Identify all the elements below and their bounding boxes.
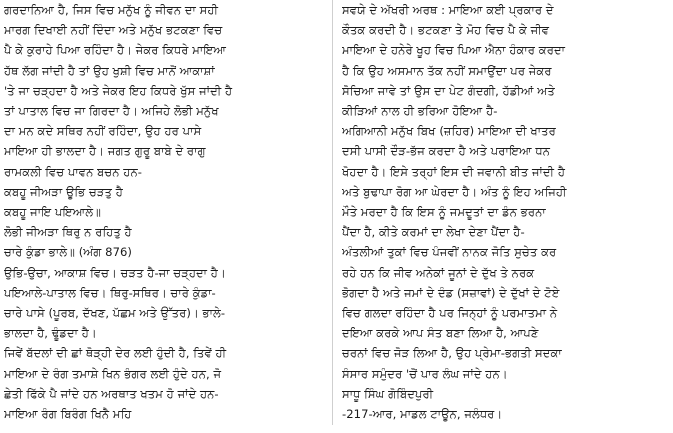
left-column-line: ਮਾਇਆ ਰੰਗ ਬਿਰੰਗ ਖਿਨੈ ਮਹਿ (4, 407, 132, 422)
left-column-line: ਕਬਹੂ ਜੀਅੜਾ ਊਭਿ ਚੜਤੁ ਹੈ (4, 184, 123, 199)
left-column-line: ਉਭਿ-ਉਚਾ, ਆਕਾਸ਼ ਵਿਚ। ਚੜਤ ਹੈ-ਜਾ ਚੜ੍ਹਦਾ ਹੈ। (4, 265, 226, 280)
left-column-line: ਕਬਹੂ ਜਾਇ ਪਇਆਲੇ॥ (4, 205, 102, 220)
right-column-line: ਅੰਤਲੀਆਂ ਤੁਕਾਂ ਵਿਚ ਪੰਜਵੀਂ ਨਾਨਕ ਜੋਤਿ ਸੁਚੇਤ ਕਰ (342, 245, 557, 260)
left-column-line: ਗਰਦਾਨਿਆ ਹੈ, ਜਿਸ ਵਿਚ ਮਨੁੱਖ ਨੂੰ ਜੀਵਨ ਦਾ ਸਹੀ (4, 3, 219, 17)
left-column-line: ਛੇਤੀ ਫਿੱਕੇ ਪੈ ਜਾਂਦੇ ਹਨ ਅਰਥਾਤ ਖਤਮ ਹੋ ਜਾਂਦੇ ਹਨ- (4, 386, 219, 401)
right-column-line: ਦਸੀ ਪਾਸੀ ਦੌੜ-ਭੱਜ ਕਰਦਾ ਹੈ ਅਤੇ ਪਰਾਇਆ ਧਨ (342, 144, 551, 159)
left-column-line: ਰਾਮਕਲੀ ਵਿਚ ਪਾਵਨ ਬਚਨ ਹਨ- (4, 164, 143, 179)
right-column-line: ਸੋਚਿਆ ਜਾਵੇ ਤਾਂ ਉਸ ਦਾ ਪੇਟ ਗੰਦਗੀ, ਹੱਡੀਆਂ ਅਤੇ (342, 83, 555, 98)
left-column-line: ਪਇਆਲੇ-ਪਾਤਾਲ ਵਿਚ। ਥਿਰੁ-ਸਥਿਰ। ਚਾਰੇ ਕੁੰਡਾ- (4, 285, 216, 300)
right-column-line: ਮਾਇਆ ਦੇ ਹਨੇਰੇ ਖੂਹ ਵਿਚ ਪਿਆ ਐਨਾ ਹੰਕਾਰ ਕਰਦਾ (342, 43, 566, 58)
right-column-line: ਅਗਿਆਨੀ ਮਨੁੱਖ ਬਿਖ (ਜ਼ਹਿਰ) ਮਾਇਆ ਦੀ ਖਾਤਰ (342, 124, 556, 139)
right-column-line: ਦਇਆ ਕਰਕੇ ਆਪ ਸੰਤ ਬਣਾ ਲਿਆ ਹੈ, ਆਪਣੇ (342, 326, 539, 341)
left-column-line: ਜਿਵੇਂ ਬੱਦਲਾਂ ਦੀ ਛਾਂ ਥੋੜ੍ਹੀ ਦੇਰ ਲਈ ਹੁੰਦੀ ਹੈ, ਤਿਵੇਂ ਹੀ (4, 346, 227, 361)
left-column-line: ਚਾਰੇ ਪਾਸੇ (ਪੂਰਬ, ਦੱਖਣ, ਪੱਛਮ ਅਤੇ ਉੱਤਰ)। ਭਾਲੇ- (4, 306, 226, 321)
right-column-line: ਖੋਹਦਾ ਹੈ। ਇਸੇ ਤਰ੍ਹਾਂ ਇਸ ਦੀ ਜਵਾਨੀ ਬੀਤ ਜਾਂਦੀ ਹੈ (342, 164, 565, 179)
left-column-line: ਮਾਰਗ ਦਿਖਾਈ ਨਹੀਂ ਦਿੰਦਾ ਅਤੇ ਮਨੁੱਖ ਭਟਕਣਾ ਵਿਚ (4, 23, 223, 38)
right-column-line: ਮੌਤੇ ਮਰਦਾ ਹੈ ਕਿ ਇਸ ਨੂੰ ਜਮਦੂਤਾਂ ਦਾ ਡੰਨ ਭਰਨਾ (342, 205, 546, 220)
left-column-line: 'ਤੇ ਜਾ ਚੜ੍ਹਦਾ ਹੈ ਅਤੇ ਜੇਕਰ ਇਹ ਕਿਧਰੇ ਖੁੱਸ ਜਾਂਦੀ ਹੈ (4, 83, 233, 98)
left-column-line: ਪੈ ਕੇ ਕੁਰਾਹੇ ਪਿਆ ਰਹਿੰਦਾ ਹੈ। ਜੇਕਰ ਕਿਧਰੇ ਮਾਇਆ (4, 43, 227, 58)
right-column-line: ਅਤੇ ਬੁਢਾਪਾ ਰੋਗ ਆ ਘੇਰਦਾ ਹੈ। ਅੰਤ ਨੂੰ ਇਹ ਅਜਿਹੀ (342, 184, 567, 199)
left-column-line: ਮਾਇਆ ਦੇ ਰੰਗ ਤਮਾਸ਼ੇ ਖਿਨ ਭੰਗਰ ਲਈ ਹੁੰਦੇ ਹਨ, ਜੋ (4, 366, 222, 381)
left-column-line: ਚਾਰੇ ਕੁੰਡਾ ਭਾਲੇ॥ (ਅੰਗ 876) (4, 245, 133, 260)
left-column-line: ਭਾਲਦਾ ਹੈ, ਢੂੰਡਦਾ ਹੈ। (4, 326, 97, 341)
right-column-line: ਸੰਸਾਰ ਸਮੁੰਦਰ 'ਚੋਂ ਪਾਰ ਲੰਘ ਜਾਂਦੇ ਹਨ। (342, 366, 508, 381)
right-column (342, 0, 662, 425)
left-column-line: ਹੱਥ ਲੱਗ ਜਾਂਦੀ ਹੈ ਤਾਂ ਉਹ ਖੁਸ਼ੀ ਵਿਚ ਮਾਨੋਂ ਆਕਾਸ਼ਾਂ (4, 63, 215, 78)
right-column-line: ਸਾਧੂ ਸਿੰਘ ਗੋਬਿੰਦਪੁਰੀ (342, 386, 434, 401)
right-column-line: -217-ਆਰ, ਮਾਡਲ ਟਾਊਨ, ਜਲੰਧਰ। (342, 407, 503, 422)
right-column-line: ਭੋਗਦਾ ਹੈ ਅਤੇ ਜਮਾਂ ਦੇ ਦੰਡ (ਸਜ਼ਾਵਾਂ) ਦੇ ਦੁੱਖਾਂ ਦੇ ਟੋਏ (342, 285, 560, 300)
right-column-line: ਕੌਤਕ ਕਰਦੀ ਹੈ। ਭਟਕਣਾ ਤੇ ਮੋਹ ਵਿਚ ਪੈ ਕੇ ਜੀਵ (342, 23, 550, 38)
left-column-line: ਤਾਂ ਪਾਤਾਲ ਵਿਚ ਜਾ ਗਿਰਦਾ ਹੈ। ਅਜਿਹੇ ਲੋਭੀ ਮਨੁੱਖ (4, 104, 219, 119)
right-column-line: ਪੈਂਦਾ ਹੈ, ਕੀਤੇ ਕਰਮਾਂ ਦਾ ਲੇਖਾ ਦੇਣਾ ਪੈਂਦਾ ਹੈ- (342, 225, 525, 240)
right-column-line: ਚਰਨਾਂ ਵਿਚ ਜੋੜ ਲਿਆ ਹੈ, ਉਹ ਪ੍ਰੇਮਾ-ਭਗਤੀ ਸਦਕਾ (342, 346, 562, 361)
column-divider (332, 0, 333, 425)
left-column-line: ਮਾਇਆ ਹੀ ਭਾਲਦਾ ਹੈ। ਜਗਤ ਗੁਰੂ ਬਾਬੇ ਦੇ ਰਾਗੁ (4, 144, 206, 159)
left-column (4, 0, 324, 425)
right-column-line: ਕੀੜਿਆਂ ਨਾਲ ਹੀ ਭਰਿਆ ਹੋਇਆ ਹੈ- (342, 104, 498, 119)
right-column-line: ਵਿਚ ਗਲਦਾ ਰਹਿੰਦਾ ਹੈ ਪਰ ਜਿਨ੍ਹਾਂ ਨੂੰ ਪਰਮਾਤਮਾ ਨੇ (342, 306, 558, 321)
right-column-line: ਰਹੇ ਹਨ ਕਿ ਜੀਵ ਅਨੇਕਾਂ ਜੂਨਾਂ ਦੇ ਦੁੱਖ ਤੇ ਨਰਕ (342, 265, 535, 280)
right-column-line: ਹੈ ਕਿ ਉਹ ਅਸਮਾਨ ਤੱਕ ਨਹੀਂ ਸਮਾਉਂਦਾ ਪਰ ਜੇਕਰ (342, 63, 552, 78)
right-column-line: ਸਵਯੇ ਦੇ ਅੱਖਰੀ ਅਰਥ : ਮਾਇਆ ਕਈ ਪ੍ਰਕਾਰ ਦੇ (342, 3, 554, 17)
left-column-line: ਦਾ ਮਨ ਕਦੇ ਸਥਿਰ ਨਹੀਂ ਰਹਿੰਦਾ, ਉਹ ਹਰ ਪਾਸੇ (4, 124, 202, 139)
left-column-line: ਲੋਭੀ ਜੀਅੜਾ ਥਿਰੁ ਨ ਰਹਿਤੁ ਹੈ (4, 225, 132, 240)
